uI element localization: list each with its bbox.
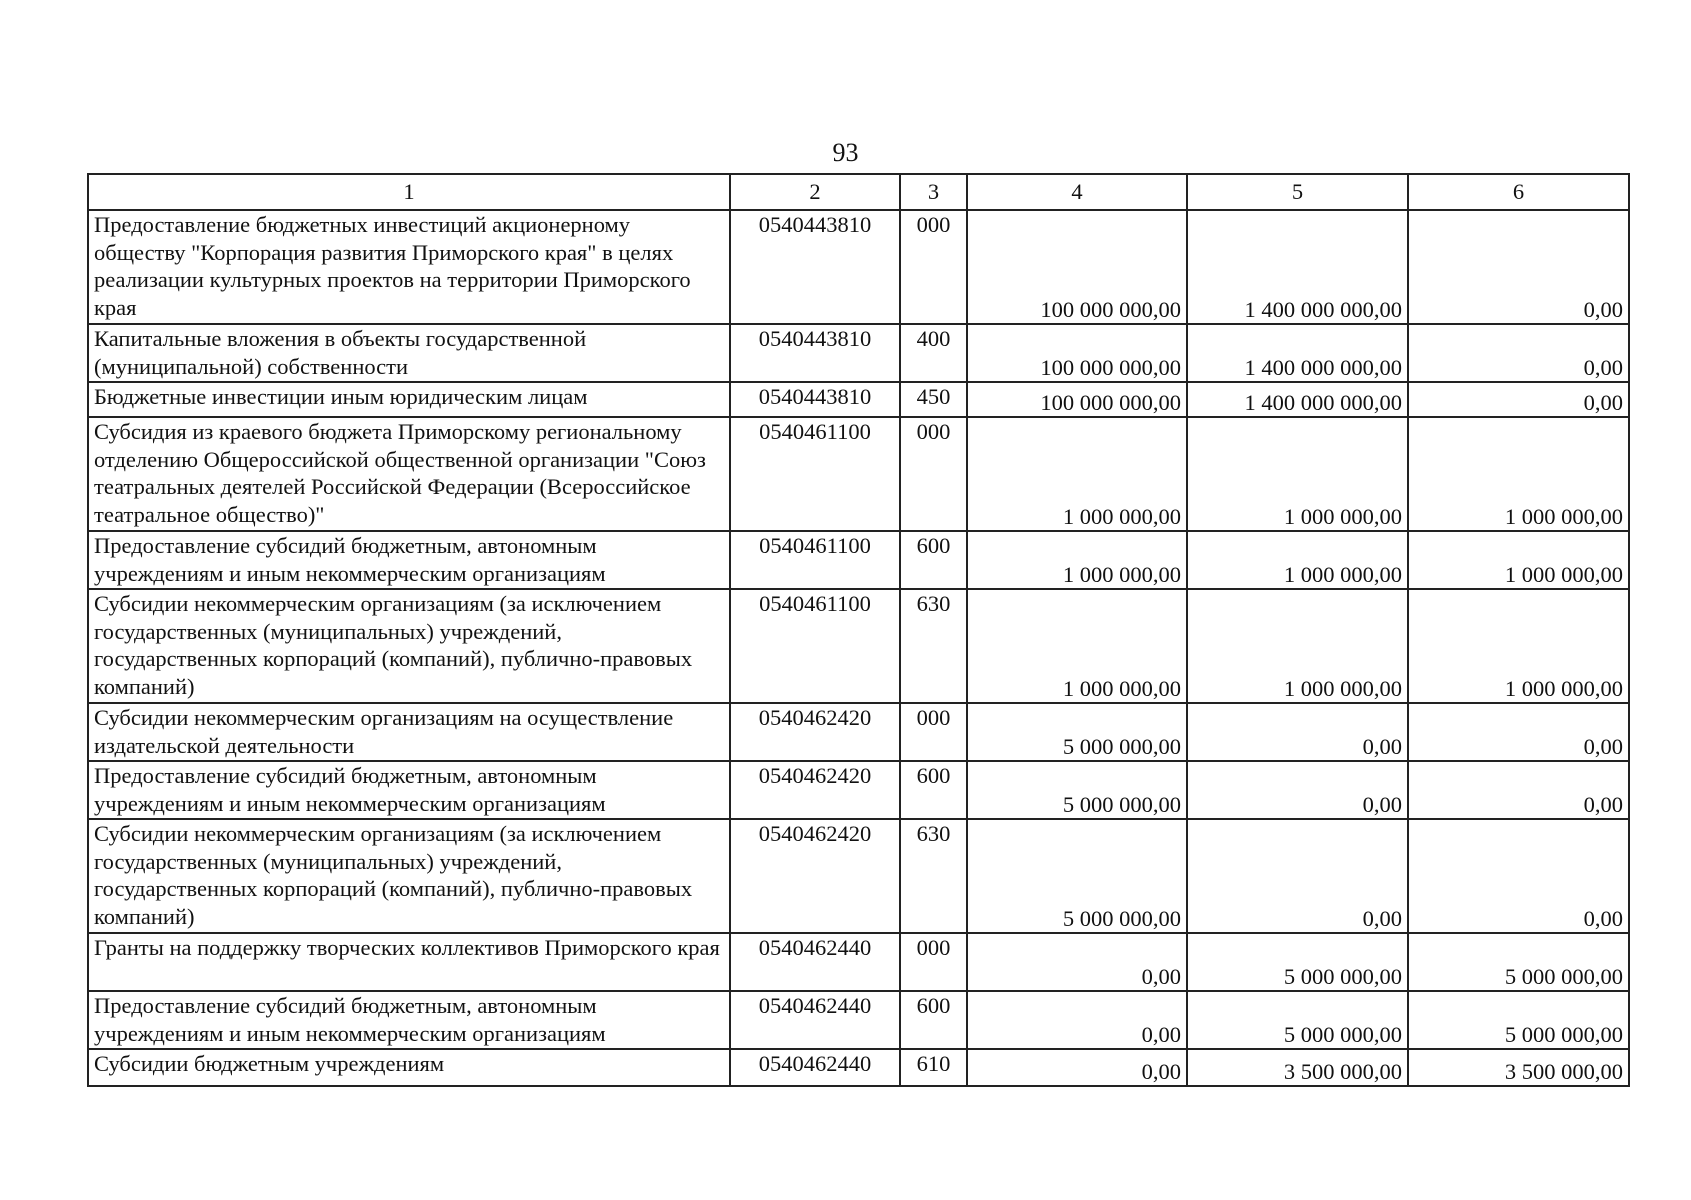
row-name-cell: Предоставление бюджетных инвестиций акционерному обществу "Корпорация развития Приморского края" в целях реализации культурных проектов на территории Приморского края xyxy=(88,210,730,324)
amount-col5-cell: 0,00 xyxy=(1187,819,1408,933)
amount-col4-cell: 100 000 000,00 xyxy=(967,382,1187,417)
table-row xyxy=(88,761,1629,819)
amount-col5-cell: 1 000 000,00 xyxy=(1187,417,1408,531)
table-row xyxy=(88,531,1629,589)
amount-col4-cell: 100 000 000,00 xyxy=(967,324,1187,382)
row-name-cell: Капитальные вложения в объекты государственной (муниципальной) собственности xyxy=(88,324,730,382)
budget-table xyxy=(87,173,1630,1087)
amount-col5-cell: 1 400 000 000,00 xyxy=(1187,210,1408,324)
column-header-1: 1 xyxy=(88,174,730,210)
expense-type-cell: 600 xyxy=(900,991,967,1049)
amount-col5-cell: 0,00 xyxy=(1187,761,1408,819)
target-code-cell: 0540462420 xyxy=(730,703,900,761)
amount-col4-cell: 0,00 xyxy=(967,1049,1187,1086)
amount-col6-cell: 0,00 xyxy=(1408,819,1629,933)
column-header-3: 3 xyxy=(900,174,967,210)
expense-type-cell: 000 xyxy=(900,417,967,531)
row-name-cell: Субсидии некоммерческим организациям на осуществление издательской деятельности xyxy=(88,703,730,761)
amount-col6-cell: 5 000 000,00 xyxy=(1408,991,1629,1049)
expense-type-cell: 400 xyxy=(900,324,967,382)
amount-col5-cell: 1 400 000 000,00 xyxy=(1187,324,1408,382)
amount-col4-cell: 5 000 000,00 xyxy=(967,819,1187,933)
amount-col4-cell: 0,00 xyxy=(967,933,1187,991)
expense-type-cell: 450 xyxy=(900,382,967,417)
column-number-row xyxy=(88,174,1629,210)
amount-col6-cell: 0,00 xyxy=(1408,210,1629,324)
row-name-cell: Предоставление субсидий бюджетным, автономным учреждениям и иным некоммерческим организациям xyxy=(88,991,730,1049)
row-name-cell: Субсидии некоммерческим организациям (за исключением государственных (муниципальных) учреждений, государственных корпораций (компаний), публично-правовых компаний) xyxy=(88,819,730,933)
table-row xyxy=(88,324,1629,382)
amount-col5-cell: 1 000 000,00 xyxy=(1187,589,1408,703)
table-row xyxy=(88,589,1629,703)
expense-type-cell: 610 xyxy=(900,1049,967,1086)
target-code-cell: 0540462420 xyxy=(730,819,900,933)
amount-col5-cell: 1 000 000,00 xyxy=(1187,531,1408,589)
table-row xyxy=(88,382,1629,417)
table-row xyxy=(88,991,1629,1049)
amount-col5-cell: 1 400 000 000,00 xyxy=(1187,382,1408,417)
amount-col4-cell: 0,00 xyxy=(967,991,1187,1049)
page-number: 93 xyxy=(832,138,859,167)
amount-col6-cell: 1 000 000,00 xyxy=(1408,417,1629,531)
column-header-6: 6 xyxy=(1408,174,1629,210)
column-header-5: 5 xyxy=(1187,174,1408,210)
table-row xyxy=(88,819,1629,933)
amount-col4-cell: 5 000 000,00 xyxy=(967,703,1187,761)
amount-col4-cell: 1 000 000,00 xyxy=(967,531,1187,589)
row-name-cell: Предоставление субсидий бюджетным, автономным учреждениям и иным некоммерческим организациям xyxy=(88,531,730,589)
row-name-cell: Бюджетные инвестиции иным юридическим лицам xyxy=(88,382,730,417)
expense-type-cell: 630 xyxy=(900,589,967,703)
row-name-cell: Гранты на поддержку творческих коллективов Приморского края xyxy=(88,933,730,991)
amount-col5-cell: 5 000 000,00 xyxy=(1187,991,1408,1049)
amount-col5-cell: 5 000 000,00 xyxy=(1187,933,1408,991)
amount-col6-cell: 0,00 xyxy=(1408,703,1629,761)
table-row xyxy=(88,417,1629,531)
amount-col6-cell: 5 000 000,00 xyxy=(1408,933,1629,991)
target-code-cell: 0540462440 xyxy=(730,991,900,1049)
row-name-cell: Субсидии некоммерческим организациям (за исключением государственных (муниципальных) учреждений, государственных корпораций (компаний), публично-правовых компаний) xyxy=(88,589,730,703)
expense-type-cell: 000 xyxy=(900,703,967,761)
table-row xyxy=(88,933,1629,991)
table-row xyxy=(88,1049,1629,1086)
amount-col4-cell: 5 000 000,00 xyxy=(967,761,1187,819)
expense-type-cell: 600 xyxy=(900,531,967,589)
expense-type-cell: 600 xyxy=(900,761,967,819)
row-name-cell: Субсидия из краевого бюджета Приморскому региональному отделению Общероссийской общественной организации "Союз театральных деятелей Российской Федерации (Всероссийское театральное общество)" xyxy=(88,417,730,531)
target-code-cell: 0540443810 xyxy=(730,382,900,417)
amount-col6-cell: 0,00 xyxy=(1408,382,1629,417)
target-code-cell: 0540462440 xyxy=(730,933,900,991)
target-code-cell: 0540462440 xyxy=(730,1049,900,1086)
target-code-cell: 0540443810 xyxy=(730,324,900,382)
amount-col6-cell: 3 500 000,00 xyxy=(1408,1049,1629,1086)
column-header-2: 2 xyxy=(730,174,900,210)
target-code-cell: 0540461100 xyxy=(730,417,900,531)
expense-type-cell: 630 xyxy=(900,819,967,933)
amount-col4-cell: 1 000 000,00 xyxy=(967,589,1187,703)
table-row xyxy=(88,703,1629,761)
amount-col6-cell: 0,00 xyxy=(1408,324,1629,382)
amount-col6-cell: 1 000 000,00 xyxy=(1408,589,1629,703)
amount-col6-cell: 0,00 xyxy=(1408,761,1629,819)
table-row xyxy=(88,210,1629,324)
expense-type-cell: 000 xyxy=(900,210,967,324)
amount-col4-cell: 1 000 000,00 xyxy=(967,417,1187,531)
amount-col5-cell: 3 500 000,00 xyxy=(1187,1049,1408,1086)
target-code-cell: 0540461100 xyxy=(730,531,900,589)
target-code-cell: 0540443810 xyxy=(730,210,900,324)
target-code-cell: 0540461100 xyxy=(730,589,900,703)
amount-col5-cell: 0,00 xyxy=(1187,703,1408,761)
amount-col4-cell: 100 000 000,00 xyxy=(967,210,1187,324)
amount-col6-cell: 1 000 000,00 xyxy=(1408,531,1629,589)
row-name-cell: Субсидии бюджетным учреждениям xyxy=(88,1049,730,1086)
column-header-4: 4 xyxy=(967,174,1187,210)
expense-type-cell: 000 xyxy=(900,933,967,991)
target-code-cell: 0540462420 xyxy=(730,761,900,819)
row-name-cell: Предоставление субсидий бюджетным, автономным учреждениям и иным некоммерческим организациям xyxy=(88,761,730,819)
